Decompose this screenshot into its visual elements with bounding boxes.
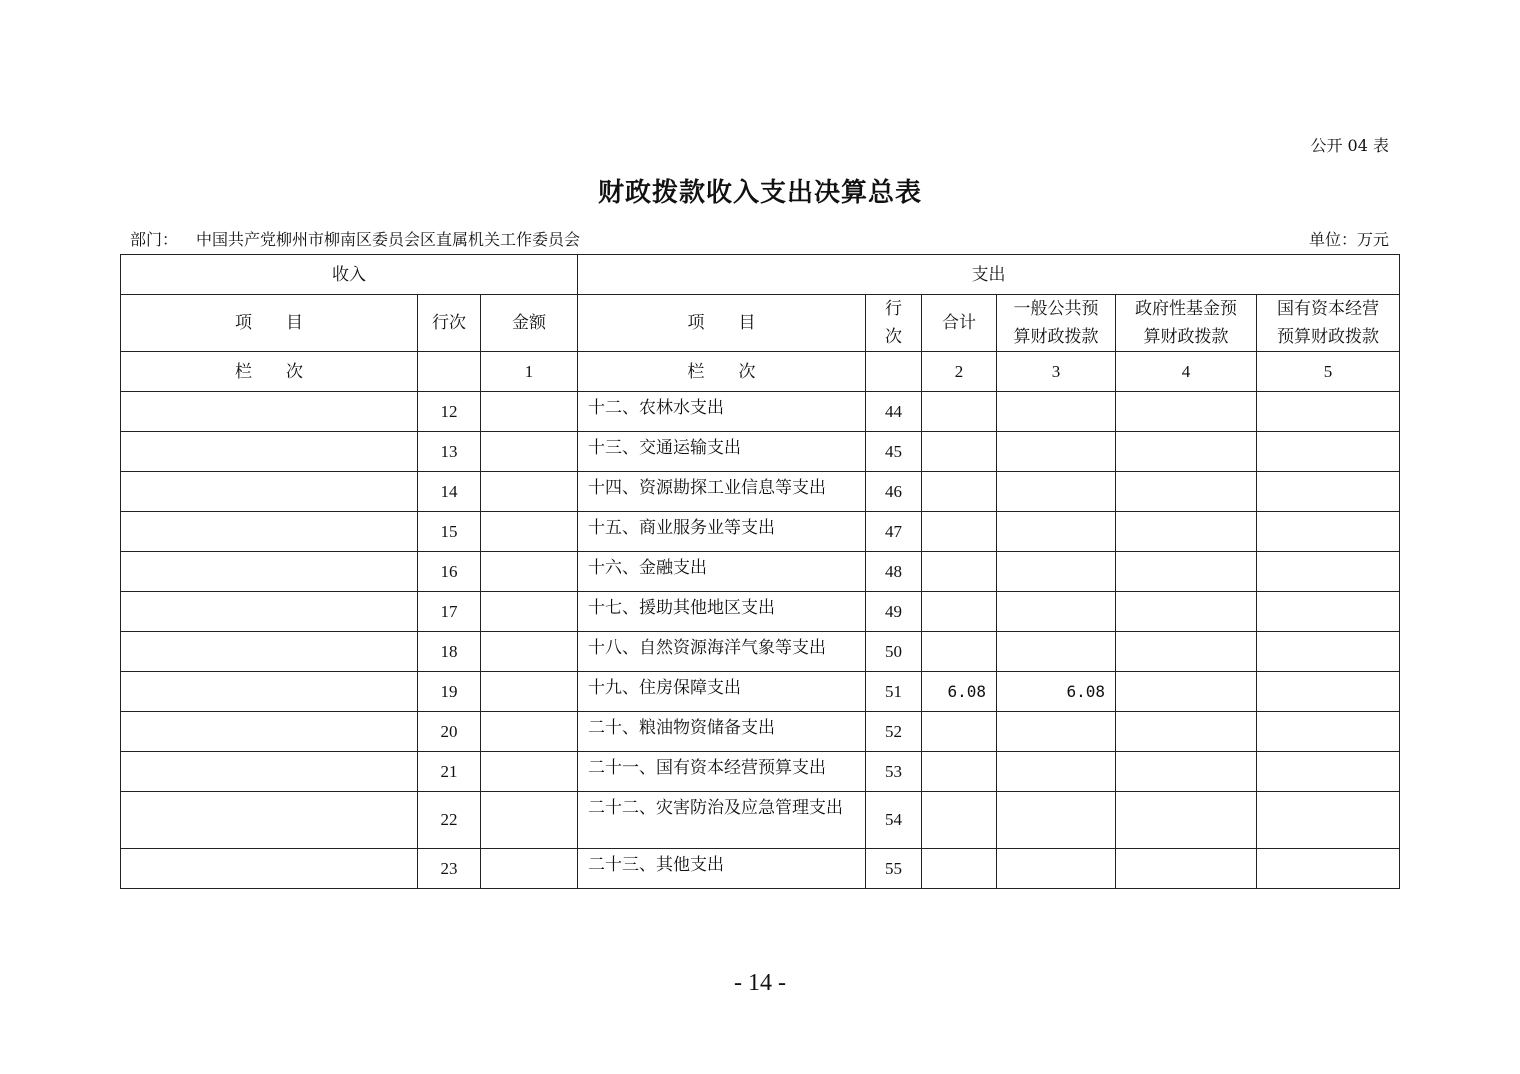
gov-fund-cell: [1116, 752, 1257, 792]
lanci-blank-left: [418, 352, 481, 392]
expense-row-number: 50: [866, 632, 922, 672]
expense-item-cell: 十九、住房保障支出: [578, 672, 866, 712]
total-cell: [922, 752, 997, 792]
col-expense-row-text: 行 次: [885, 299, 903, 347]
page-number: - 14 -: [734, 970, 786, 996]
income-amount-cell: [481, 632, 578, 672]
expense-row-number: 52: [866, 712, 922, 752]
state-capital-cell: [1257, 472, 1400, 512]
expense-header: 支出: [578, 255, 1400, 295]
general-budget-cell: [997, 849, 1116, 889]
general-budget-cell: [997, 792, 1116, 849]
income-item-cell: [121, 592, 418, 632]
table-row: [121, 632, 1400, 672]
income-item-cell: [121, 632, 418, 672]
col-gov-fund-text: 政府性基金预 算财政拨款: [1135, 299, 1238, 347]
income-row-number: 12: [418, 392, 481, 432]
general-budget-cell: [997, 392, 1116, 432]
income-row-number: 13: [418, 432, 481, 472]
income-amount-cell: [481, 712, 578, 752]
department-name: 中国共产党柳州市柳南区委员会区直属机关工作委员会: [196, 230, 581, 249]
total-cell: [922, 792, 997, 849]
income-item-cell: [121, 432, 418, 472]
income-amount-cell: [481, 432, 578, 472]
income-row-number: 22: [418, 792, 481, 849]
lanci-3: 3: [997, 352, 1116, 392]
income-amount-cell: [481, 512, 578, 552]
col-gov-fund: [1116, 295, 1257, 352]
general-budget-cell: [997, 472, 1116, 512]
lanci-row: [121, 352, 1400, 392]
income-amount-cell: [481, 392, 578, 432]
table-row: [121, 672, 1400, 712]
lanci-label-right: 栏 次: [578, 352, 866, 392]
total-cell: [922, 849, 997, 889]
income-row-number: 15: [418, 512, 481, 552]
expense-row-number: 53: [866, 752, 922, 792]
income-item-cell: [121, 552, 418, 592]
total-cell: [922, 552, 997, 592]
expense-item-cell: 二十二、灾害防治及应急管理支出: [578, 792, 866, 849]
col-general: [997, 295, 1116, 352]
income-item-cell: [121, 792, 418, 849]
form-number: 公开 04 表: [1310, 136, 1389, 155]
general-budget-cell: [997, 752, 1116, 792]
general-budget-cell: [997, 552, 1116, 592]
gov-fund-cell: [1116, 392, 1257, 432]
total-cell: [922, 392, 997, 432]
state-capital-cell: [1257, 712, 1400, 752]
income-row-number: 16: [418, 552, 481, 592]
income-amount-cell: [481, 752, 578, 792]
expense-row-number: 55: [866, 849, 922, 889]
col-state-capital: [1257, 295, 1400, 352]
income-amount-cell: [481, 552, 578, 592]
income-item-cell: [121, 752, 418, 792]
lanci-5: 5: [1257, 352, 1400, 392]
general-budget-cell: [997, 512, 1116, 552]
gov-fund-cell: [1116, 552, 1257, 592]
income-row-number: 19: [418, 672, 481, 712]
expense-item-cell: 十二、农林水支出: [578, 392, 866, 432]
state-capital-cell: [1257, 552, 1400, 592]
income-item-cell: [121, 392, 418, 432]
state-capital-cell: [1257, 432, 1400, 472]
general-budget-cell: 6.08: [997, 672, 1116, 712]
expense-item-cell: 十五、商业服务业等支出: [578, 512, 866, 552]
expense-row-number: 49: [866, 592, 922, 632]
income-row-number: 18: [418, 632, 481, 672]
expense-item-cell: 十七、援助其他地区支出: [578, 592, 866, 632]
income-row-number: 20: [418, 712, 481, 752]
unit-label: 单位：万元: [1308, 230, 1389, 249]
lanci-2: 2: [922, 352, 997, 392]
lanci-blank-right: [866, 352, 922, 392]
income-row-number: 14: [418, 472, 481, 512]
income-amount-cell: [481, 792, 578, 849]
state-capital-cell: [1257, 672, 1400, 712]
total-cell: [922, 712, 997, 752]
table-row: [121, 592, 1400, 632]
department-label: 部门：: [130, 230, 179, 249]
col-expense-item: 项 目: [578, 295, 866, 352]
general-budget-cell: [997, 592, 1116, 632]
income-amount-cell: [481, 672, 578, 712]
gov-fund-cell: [1116, 512, 1257, 552]
col-general-text: 一般公共预 算财政拨款: [1013, 299, 1099, 347]
table-row: [121, 792, 1400, 849]
total-cell: [922, 472, 997, 512]
total-cell: [922, 632, 997, 672]
income-item-cell: [121, 512, 418, 552]
income-amount-cell: [481, 592, 578, 632]
total-cell: [922, 512, 997, 552]
income-amount-cell: [481, 472, 578, 512]
total-cell: [922, 592, 997, 632]
col-income-amount: 金额: [481, 295, 578, 352]
table-row: [121, 472, 1400, 512]
income-row-number: 17: [418, 592, 481, 632]
gov-fund-cell: [1116, 592, 1257, 632]
state-capital-cell: [1257, 849, 1400, 889]
total-cell: 6.08: [922, 672, 997, 712]
expense-item-cell: 十八、自然资源海洋气象等支出: [578, 632, 866, 672]
section-header-row: [121, 255, 1400, 295]
table-row: [121, 512, 1400, 552]
expense-row-number: 46: [866, 472, 922, 512]
income-header: 收入: [121, 255, 578, 295]
general-budget-cell: [997, 712, 1116, 752]
budget-table: [120, 254, 1400, 889]
table-row: [121, 552, 1400, 592]
income-item-cell: [121, 672, 418, 712]
lanci-1: 1: [481, 352, 578, 392]
general-budget-cell: [997, 432, 1116, 472]
gov-fund-cell: [1116, 672, 1257, 712]
expense-row-number: 51: [866, 672, 922, 712]
expense-row-number: 48: [866, 552, 922, 592]
expense-item-cell: 十三、交通运输支出: [578, 432, 866, 472]
expense-item-cell: 二十三、其他支出: [578, 849, 866, 889]
total-cell: [922, 432, 997, 472]
gov-fund-cell: [1116, 432, 1257, 472]
gov-fund-cell: [1116, 792, 1257, 849]
gov-fund-cell: [1116, 712, 1257, 752]
state-capital-cell: [1257, 752, 1400, 792]
income-item-cell: [121, 712, 418, 752]
table-row: [121, 752, 1400, 792]
table-row: [121, 432, 1400, 472]
state-capital-cell: [1257, 632, 1400, 672]
expense-row-number: 47: [866, 512, 922, 552]
lanci-4: 4: [1116, 352, 1257, 392]
gov-fund-cell: [1116, 849, 1257, 889]
state-capital-cell: [1257, 792, 1400, 849]
state-capital-cell: [1257, 512, 1400, 552]
expense-row-number: 44: [866, 392, 922, 432]
income-item-cell: [121, 849, 418, 889]
state-capital-cell: [1257, 592, 1400, 632]
expense-item-cell: 二十、粮油物资储备支出: [578, 712, 866, 752]
income-row-number: 21: [418, 752, 481, 792]
column-header-row: [121, 295, 1400, 352]
income-amount-cell: [481, 849, 578, 889]
gov-fund-cell: [1116, 472, 1257, 512]
table-row: [121, 392, 1400, 432]
table-row: [121, 712, 1400, 752]
income-item-cell: [121, 472, 418, 512]
table-row: [121, 849, 1400, 889]
col-income-item: 项 目: [121, 295, 418, 352]
department-line: [130, 227, 580, 250]
expense-item-cell: 十六、金融支出: [578, 552, 866, 592]
state-capital-cell: [1257, 392, 1400, 432]
col-income-row: 行次: [418, 295, 481, 352]
lanci-label-left: 栏 次: [121, 352, 418, 392]
expense-item-cell: 二十一、国有资本经营预算支出: [578, 752, 866, 792]
income-row-number: 23: [418, 849, 481, 889]
col-expense-row: [866, 295, 922, 352]
col-total: 合计: [922, 295, 997, 352]
gov-fund-cell: [1116, 632, 1257, 672]
expense-row-number: 45: [866, 432, 922, 472]
expense-row-number: 54: [866, 792, 922, 849]
col-state-capital-text: 国有资本经营 预算财政拨款: [1277, 299, 1380, 347]
page-title: 财政拨款收入支出决算总表: [597, 178, 922, 208]
expense-item-cell: 十四、资源勘探工业信息等支出: [578, 472, 866, 512]
general-budget-cell: [997, 632, 1116, 672]
